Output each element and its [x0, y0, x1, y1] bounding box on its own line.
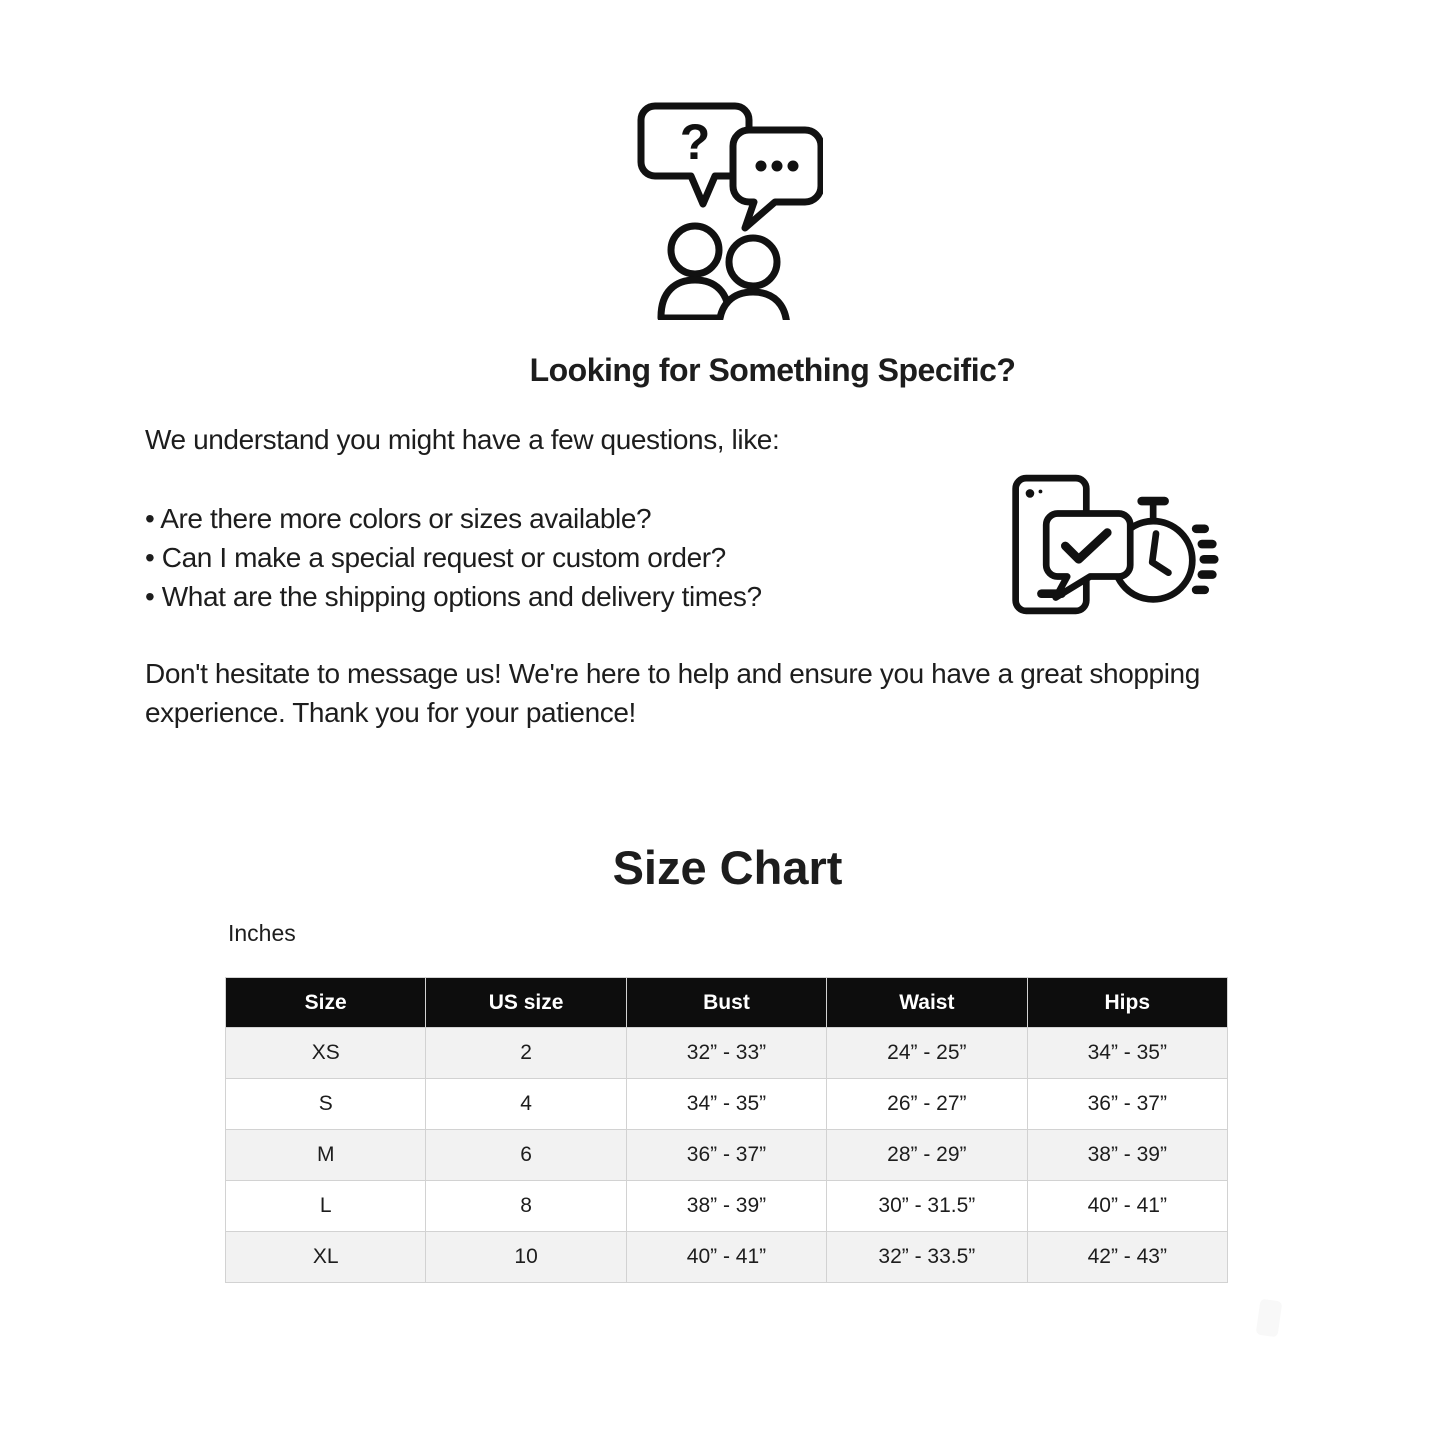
closing-message: [145, 654, 1305, 732]
table-cell: 26” - 27”: [827, 1079, 1027, 1130]
table-cell: M: [226, 1130, 426, 1181]
column-header: Waist: [827, 978, 1027, 1028]
column-header: Size: [226, 978, 426, 1028]
intro-heading: Looking for Something Specific?: [529, 352, 1016, 388]
table-cell: 2: [426, 1028, 626, 1079]
table-cell: 10: [426, 1232, 626, 1283]
unit-label: Inches: [228, 920, 296, 946]
table-cell: 42” - 43”: [1027, 1232, 1227, 1283]
watermark-smudge: [1256, 1299, 1283, 1338]
table-row: [226, 1079, 1228, 1130]
size-chart-table: [225, 977, 1228, 1283]
table-cell: 32” - 33”: [626, 1028, 826, 1079]
table-cell: XS: [226, 1028, 426, 1079]
table-cell: 36” - 37”: [1027, 1079, 1227, 1130]
table-row: [226, 1028, 1228, 1079]
table-cell: 34” - 35”: [626, 1079, 826, 1130]
table-cell: S: [226, 1079, 426, 1130]
table-cell: 24” - 25”: [827, 1028, 1027, 1079]
table-cell: 4: [426, 1079, 626, 1130]
size-chart-body: [226, 1028, 1228, 1283]
table-cell: L: [226, 1181, 426, 1232]
chat-people-icon: [633, 100, 823, 320]
table-cell: 38” - 39”: [1027, 1130, 1227, 1181]
phone-fast-reply-icon: [1008, 472, 1220, 618]
question-item: • Are there more colors or sizes available?: [145, 503, 652, 534]
size-chart-title: Size Chart: [612, 841, 843, 894]
closing-line: Don't hesitate to message us! We're here to help and ensure you have a great shopping: [145, 658, 1200, 689]
header-row: [226, 978, 1228, 1028]
table-cell: 34” - 35”: [1027, 1028, 1227, 1079]
question-mark-glyph: ?: [679, 114, 711, 170]
table-cell: 40” - 41”: [1027, 1181, 1227, 1232]
question-item: • Can I make a special request or custom order?: [145, 542, 726, 573]
column-header: Bust: [626, 978, 826, 1028]
intro-lead: We understand you might have a few questions, like:: [145, 424, 780, 455]
table-row: [226, 1130, 1228, 1181]
table-cell: XL: [226, 1232, 426, 1283]
table-row: [226, 1181, 1228, 1232]
size-chart-header: [226, 978, 1228, 1028]
table-cell: 30” - 31.5”: [827, 1181, 1027, 1232]
question-list: [145, 499, 762, 616]
closing-line: experience. Thank you for your patience!: [145, 697, 636, 728]
table-cell: 28” - 29”: [827, 1130, 1027, 1181]
table-cell: 36” - 37”: [626, 1130, 826, 1181]
table-cell: 32” - 33.5”: [827, 1232, 1027, 1283]
question-item: • What are the shipping options and delivery times?: [145, 581, 762, 612]
table-cell: 40” - 41”: [626, 1232, 826, 1283]
table-cell: 38” - 39”: [626, 1181, 826, 1232]
column-header: US size: [426, 978, 626, 1028]
column-header: Hips: [1027, 978, 1227, 1028]
table-cell: 8: [426, 1181, 626, 1232]
table-row: [226, 1232, 1228, 1283]
table-cell: 6: [426, 1130, 626, 1181]
